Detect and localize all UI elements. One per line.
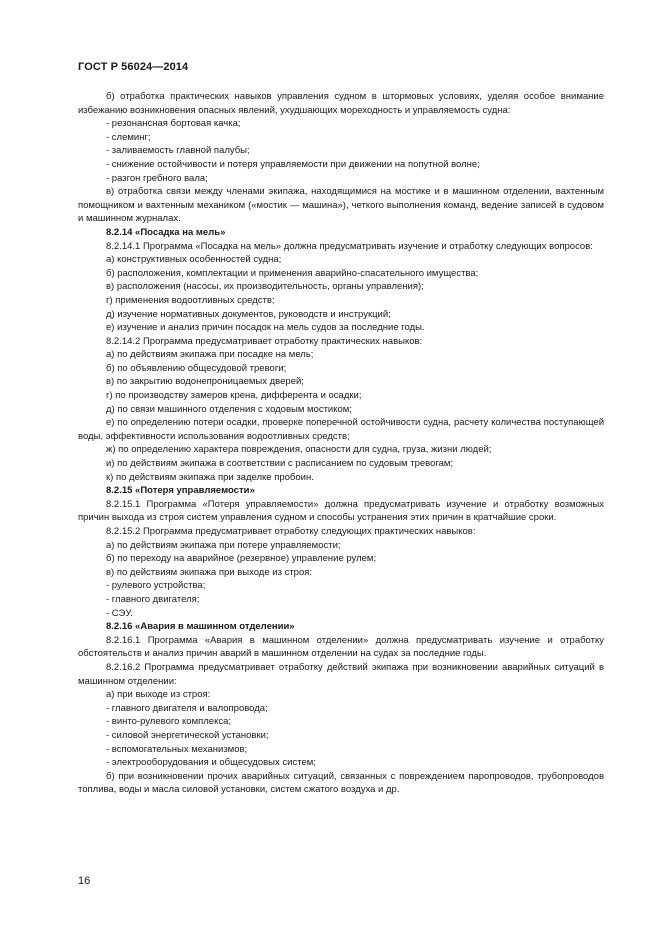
paragraph: б) при возникновении прочих аварийных ситуаций, связанных с повреждением паропроводов, трубопроводов топлива, воды и масла силовой установки, систем сжатого воздуха и др. (78, 770, 604, 796)
paragraph: а) по действиям экипажа при посадке на мель; (106, 349, 314, 361)
paragraph: к) по действиям экипажа при заделке пробоин. (106, 471, 314, 483)
paragraph: - заливаемость главной палубы; (106, 145, 250, 157)
paragraph: - рулевого устройства; (106, 580, 206, 592)
paragraph: - резонансная бортовая качка; (106, 118, 241, 130)
paragraph: б) по объявлению общесудовой тревоги; (106, 362, 287, 374)
paragraph: 8.2.16.2 Программа предусматривает отработку действий экипажа при возникновении аварийных ситуаций в машинном отделении: (78, 661, 604, 687)
paragraph: - винто-рулевого комплекса; (106, 716, 232, 728)
paragraph: а) конструктивных особенностей судна; (106, 254, 282, 266)
paragraph: в) по действиям экипажа при выходе из строя: (106, 566, 313, 578)
paragraph: г) применения водоотливных средств; (106, 294, 275, 306)
paragraph: - разгон гребного вала; (106, 172, 208, 184)
paragraph: в) расположения (насосы, их производительность, органы управления); (106, 281, 424, 293)
paragraph: а) по действиям экипажа при потере управляемости; (106, 539, 341, 551)
page-number: 16 (78, 875, 91, 887)
paragraph: а) при выходе из строя: (106, 689, 211, 701)
paragraph: б) расположения, комплектации и применения аварийно-спасательного имущества; (106, 267, 479, 279)
paragraph: д) по связи машинного отделения с ходовым мостиком; (106, 403, 352, 415)
paragraph: е) по определению потери осадки, проверке поперечной остойчивости судна, расчету количества поступающей воды, эффективности использования водоотливных средств; (78, 417, 604, 442)
paragraph: 8.2.14.2 Программа предусматривает отработку практических навыков: (106, 335, 423, 347)
section-heading: 8.2.16 «Авария в машинном отделении» (106, 621, 295, 633)
section-heading: 8.2.15 «Потеря управляемости» (106, 485, 255, 497)
paragraph: - вспомогательных механизмов; (106, 743, 248, 755)
paragraph: б) по переходу на аварийное (резервное) управление рулем; (106, 553, 377, 565)
paragraph: д) изучение нормативных документов, руководств и инструкций; (106, 308, 391, 320)
paragraph: г) по производству замеров крена, дифферента и осадки; (106, 390, 362, 402)
paragraph: 8.2.15.2 Программа предусматривает отработку следующих практических навыков: (106, 526, 476, 537)
section-heading: 8.2.14 «Посадка на мель» (106, 226, 226, 238)
paragraph: - главного двигателя и валопровода; (106, 702, 268, 714)
paragraph: - СЭУ. (106, 607, 133, 619)
paragraph: 8.2.15.1 Программа «Потеря управляемости» должна предусматривать изучение и отработку возможных причин выхода из строя систем управления судном и способы устранения этих причин в кратчайшие сроки. (78, 498, 604, 524)
paragraph: - слеминг; (106, 131, 151, 143)
document-header: ГОСТ Р 56024—2014 (78, 61, 189, 73)
paragraph: 8.2.16.1 Программа «Авария в машинном отделении» должна предусматривать изучение и отработку обстоятельств и анализ причин аварий в машинном отделении на судах за последние годы. (78, 634, 604, 660)
paragraph: е) изучение и анализ причин посадок на мель судов за последние годы. (106, 322, 425, 334)
paragraph: - электрооборудования и общесудовых систем; (106, 757, 316, 769)
document-body (78, 90, 604, 797)
paragraph: и) по действиям экипажа в соответствии с расписанием по судовым тревогам; (106, 458, 454, 470)
paragraph: б) отработка практических навыков управления судном в штормовых условиях, уделяя особое внимание избежанию возникновения опасных явлений, ухудшающих мореходность и управляемость судна: (78, 91, 604, 116)
paragraph: - силовой энергетической установки; (106, 729, 269, 741)
paragraph: ж) по определению характера повреждения, опасности для судна, груза, жизни людей; (106, 444, 492, 456)
paragraph: в) по закрытию водонепроницаемых дверей; (106, 376, 304, 388)
paragraph: - главного двигателя; (106, 593, 200, 605)
paragraph: в) отработка связи между членами экипажа, находящимися на мостике и в машинном отделении, вахтенным помощником и вахтенным механиком («мостик — машина»), четкого выполнения команд, ведение записей в судовом и машинном журналах. (78, 186, 604, 225)
paragraph: 8.2.14.1 Программа «Посадка на мель» должна предусматривать изучение и отработку следующих вопросов: (106, 240, 593, 252)
paragraph: - снижение остойчивости и потеря управляемости при движении на попутной волне; (106, 158, 480, 170)
